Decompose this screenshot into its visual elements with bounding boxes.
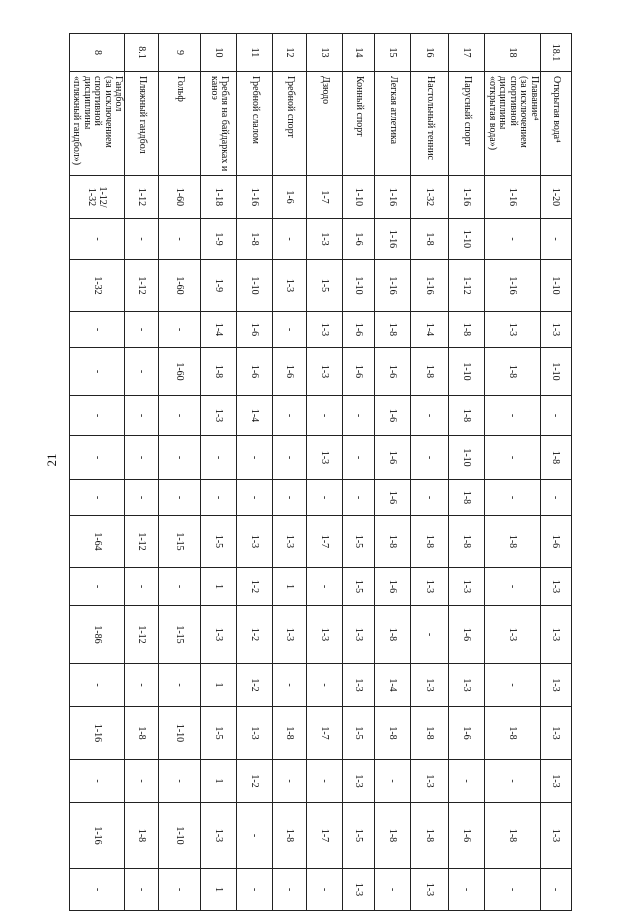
table-cell: 1-2 <box>237 606 273 664</box>
table-cell: 1-5 <box>343 707 375 760</box>
table-cell: - <box>485 568 541 606</box>
table-cell: 1-8 <box>485 516 541 568</box>
table-cell: 1-3 <box>343 760 375 803</box>
table-cell: 1-3 <box>541 568 572 606</box>
table-cell: 1-8 <box>375 707 411 760</box>
table-cell: - <box>449 760 485 803</box>
sport-name: Дзюдо <box>307 72 343 176</box>
table-cell: 1-8 <box>411 516 449 568</box>
row-number: 15 <box>375 34 411 72</box>
row-number: 18 <box>485 34 541 72</box>
table-cell: 1-86 <box>70 606 126 664</box>
table-cell: 1-8 <box>541 436 572 480</box>
table-cell: 1-8 <box>485 803 541 869</box>
table-cell: 1-3 <box>201 396 237 436</box>
table-cell: - <box>159 396 201 436</box>
table-cell: - <box>273 760 307 803</box>
table-cell: 1-20 <box>541 176 572 219</box>
table-cell: 1-32 <box>70 260 126 312</box>
table-cell: - <box>273 869 307 911</box>
table-cell: 1-8 <box>449 516 485 568</box>
table-cell: 1-3 <box>307 436 343 480</box>
table-cell: - <box>70 568 126 606</box>
table-cell: - <box>159 480 201 516</box>
table-cell: 1-4 <box>201 312 237 348</box>
table-cell: 1-10 <box>449 436 485 480</box>
table-cell: - <box>273 396 307 436</box>
table-cell: - <box>70 312 126 348</box>
table-cell: - <box>343 480 375 516</box>
table-cell: 1-6 <box>375 436 411 480</box>
table-cell: 1-12 <box>125 176 159 219</box>
table-cell: - <box>237 480 273 516</box>
table-cell: 1-6 <box>343 312 375 348</box>
table-cell: 1-3 <box>307 606 343 664</box>
table-cell: - <box>273 480 307 516</box>
table-cell: - <box>237 803 273 869</box>
sport-name: Конный спорт <box>343 72 375 176</box>
table-cell: - <box>159 312 201 348</box>
table-cell: 1-10 <box>449 219 485 260</box>
row-number: 12 <box>273 34 307 72</box>
table-cell: - <box>541 219 572 260</box>
table-cell: 1-6 <box>449 606 485 664</box>
row-number: 13 <box>307 34 343 72</box>
table-cell: - <box>201 436 237 480</box>
table-cell: 1-16 <box>411 260 449 312</box>
table-cell: 1-3 <box>343 606 375 664</box>
page-number: 21 <box>44 453 59 467</box>
table-cell: 1-64 <box>70 516 126 568</box>
table-cell: 1-8 <box>201 348 237 396</box>
table-cell: 1-4 <box>411 312 449 348</box>
table-cell: - <box>125 312 159 348</box>
table-cell: - <box>159 436 201 480</box>
table-row <box>411 34 449 911</box>
table-cell: 1-6 <box>375 480 411 516</box>
table-cell: 1-10 <box>541 260 572 312</box>
row-number: 17 <box>449 34 485 72</box>
table-cell: 1-8 <box>411 348 449 396</box>
table-cell: 1-60 <box>159 348 201 396</box>
table-cell: 1-6 <box>449 803 485 869</box>
table-cell: 1-12 <box>449 260 485 312</box>
table-cell: 1-8 <box>273 707 307 760</box>
table-cell: 1-16 <box>449 176 485 219</box>
sport-name: Настольный теннис <box>411 72 449 176</box>
table-cell: - <box>70 664 126 707</box>
table-cell: 1-5 <box>343 568 375 606</box>
table-cell: - <box>125 568 159 606</box>
table-cell: 1-7 <box>307 707 343 760</box>
row-number: 14 <box>343 34 375 72</box>
table-cell: 1-5 <box>343 516 375 568</box>
table-cell: - <box>273 219 307 260</box>
sport-name: Легкая атлетика <box>375 72 411 176</box>
row-number: 8.1 <box>125 34 159 72</box>
table-cell: - <box>125 480 159 516</box>
sport-name: Парусный спорт <box>449 72 485 176</box>
table-cell: 1-8 <box>375 312 411 348</box>
table-cell: 1-6 <box>375 348 411 396</box>
table-cell: 1-8 <box>449 480 485 516</box>
table-cell: 1-6 <box>273 176 307 219</box>
table-cell: 1-10 <box>343 260 375 312</box>
table-cell: - <box>411 606 449 664</box>
table-cell: 1-2 <box>237 568 273 606</box>
table-cell: 1-8 <box>411 219 449 260</box>
table-cell: - <box>70 436 126 480</box>
table-cell: - <box>411 480 449 516</box>
table-cell: 1-3 <box>307 348 343 396</box>
table-cell: 1-16 <box>375 260 411 312</box>
table-cell: 1-12 <box>125 606 159 664</box>
table-cell: - <box>485 219 541 260</box>
table-cell: 1-12 <box>125 516 159 568</box>
table-cell: 1-2 <box>237 664 273 707</box>
table-cell: - <box>485 396 541 436</box>
sport-name: Пляжный гандбол <box>125 72 159 176</box>
table-cell: 1-3 <box>541 312 572 348</box>
table-cell: 1-5 <box>343 803 375 869</box>
table-cell: - <box>485 480 541 516</box>
table-cell: 1-6 <box>449 707 485 760</box>
table-cell: - <box>125 219 159 260</box>
table-cell: 1-3 <box>541 664 572 707</box>
table-cell: 1-8 <box>449 312 485 348</box>
sport-name: Гольф <box>159 72 201 176</box>
table-cell: 1-12 <box>125 260 159 312</box>
table-cell: 1-3 <box>485 312 541 348</box>
table-cell: 1-8 <box>125 707 159 760</box>
table-cell: 1-16 <box>70 707 126 760</box>
table-cell: 1 <box>201 664 237 707</box>
table-cell: 1-16 <box>375 219 411 260</box>
table-cell: 1-6 <box>541 516 572 568</box>
table-cell: 1-3 <box>343 869 375 911</box>
table-cell: - <box>541 869 572 911</box>
row-number: 8 <box>70 34 126 72</box>
sports-table <box>69 33 572 911</box>
table-cell: 1-9 <box>201 260 237 312</box>
table-cell: 1-5 <box>307 260 343 312</box>
table-cell: 1-8 <box>485 348 541 396</box>
table-cell: 1-8 <box>449 396 485 436</box>
table-cell: 1-8 <box>411 803 449 869</box>
table-cell: 1-8 <box>375 606 411 664</box>
table-cell: 1-3 <box>411 664 449 707</box>
table-cell: 1-32 <box>411 176 449 219</box>
table-cell: - <box>70 348 126 396</box>
table-cell: - <box>307 568 343 606</box>
table-cell: 1-8 <box>411 707 449 760</box>
table-cell: 1-2 <box>237 760 273 803</box>
table-cell: 1-60 <box>159 176 201 219</box>
table-cell: - <box>237 869 273 911</box>
table-cell: 1-3 <box>541 760 572 803</box>
table-cell: 1-18 <box>201 176 237 219</box>
sport-name: Гребля на байдарках и каноэ <box>201 72 237 176</box>
table-cell: 1-6 <box>237 348 273 396</box>
table-cell: - <box>411 396 449 436</box>
table-cell: - <box>375 760 411 803</box>
table-cell: - <box>411 436 449 480</box>
table-cell: 1-8 <box>273 803 307 869</box>
table-cell: 1-10 <box>449 348 485 396</box>
table-cell: - <box>125 664 159 707</box>
table-cell: 1-6 <box>343 348 375 396</box>
table-cell: - <box>485 436 541 480</box>
row-number: 18.1 <box>541 34 572 72</box>
table-cell: - <box>70 396 126 436</box>
table-row <box>307 34 343 911</box>
table-row <box>375 34 411 911</box>
table-cell: 1-3 <box>307 312 343 348</box>
table-cell: 1-10 <box>541 348 572 396</box>
sport-name: Плавание⁴ (за исключением спортивной дисциплины «открытая вода») <box>485 72 541 176</box>
table-cell: - <box>237 436 273 480</box>
sport-name: Гандбол (за исключением спортивной дисциплины «пляжный гандбол») <box>70 72 126 176</box>
table-cell: - <box>273 312 307 348</box>
table-cell: 1-6 <box>273 348 307 396</box>
table-row <box>70 34 126 911</box>
table-cell: 1-10 <box>237 260 273 312</box>
table-cell: 1-3 <box>273 606 307 664</box>
table-cell: 1-6 <box>343 219 375 260</box>
table-cell: - <box>201 480 237 516</box>
table-cell: - <box>125 436 159 480</box>
table-cell: 1 <box>201 568 237 606</box>
table-cell: 1-10 <box>343 176 375 219</box>
table-cell: 1-3 <box>201 803 237 869</box>
table-cell: - <box>343 436 375 480</box>
sport-name: Открытая вода⁴ <box>541 72 572 176</box>
table-cell: 1-5 <box>201 707 237 760</box>
table-cell: 1-15 <box>159 516 201 568</box>
table-cell: - <box>375 869 411 911</box>
table-cell: 1-3 <box>541 803 572 869</box>
sport-name: Гребной спорт <box>273 72 307 176</box>
table-cell: 1-8 <box>375 516 411 568</box>
table-cell: 1-3 <box>449 568 485 606</box>
table-cell: 1-16 <box>485 176 541 219</box>
table-cell: - <box>125 869 159 911</box>
table-cell: 1-3 <box>307 219 343 260</box>
table-cell: 1-5 <box>201 516 237 568</box>
table-cell: 1-10 <box>159 803 201 869</box>
table-cell: - <box>70 219 126 260</box>
table-cell: 1-8 <box>485 707 541 760</box>
table-cell: - <box>485 869 541 911</box>
rotated-table-wrapper <box>71 33 572 897</box>
table-cell: 1-3 <box>273 516 307 568</box>
table-cell: - <box>541 396 572 436</box>
table-cell: 1-9 <box>201 219 237 260</box>
table-cell: 1-16 <box>375 176 411 219</box>
table-cell: 1-7 <box>307 803 343 869</box>
table-cell: - <box>273 436 307 480</box>
table-cell: 1-3 <box>201 606 237 664</box>
table-row <box>273 34 307 911</box>
table-cell: 1-3 <box>273 260 307 312</box>
table-cell: - <box>125 348 159 396</box>
table-cell: 1-8 <box>237 219 273 260</box>
table-cell: 1 <box>201 869 237 911</box>
table-cell: - <box>541 480 572 516</box>
table-cell: - <box>449 869 485 911</box>
table-cell: 1-4 <box>237 396 273 436</box>
table-cell: - <box>307 664 343 707</box>
table-cell: 1-3 <box>541 707 572 760</box>
table-cell: - <box>273 664 307 707</box>
table-cell: 1-3 <box>411 760 449 803</box>
table-cell: 1-16 <box>70 803 126 869</box>
row-number: 9 <box>159 34 201 72</box>
table-row <box>201 34 237 911</box>
table-cell: 1-3 <box>485 606 541 664</box>
table-cell: 1-3 <box>237 707 273 760</box>
table-body <box>70 34 572 911</box>
table-cell: 1-4 <box>375 664 411 707</box>
table-cell: 1-3 <box>541 606 572 664</box>
sport-name: Гребной слалом <box>237 72 273 176</box>
table-cell: 1-10 <box>159 707 201 760</box>
table-cell: - <box>125 396 159 436</box>
table-cell: - <box>159 664 201 707</box>
table-cell: 1-3 <box>411 869 449 911</box>
table-cell: - <box>485 664 541 707</box>
table-cell: 1-16 <box>237 176 273 219</box>
table-cell: - <box>343 396 375 436</box>
table-cell: - <box>307 396 343 436</box>
table-cell: 1-15 <box>159 606 201 664</box>
table-cell: 1-7 <box>307 176 343 219</box>
table-cell: 1-7 <box>307 516 343 568</box>
table-row <box>237 34 273 911</box>
table-cell: 1-3 <box>449 664 485 707</box>
table-row <box>343 34 375 911</box>
table-cell: 1 <box>201 760 237 803</box>
table-cell: 1-3 <box>343 664 375 707</box>
table-cell: - <box>125 760 159 803</box>
table-cell: 1-12/ 1-32 <box>70 176 126 219</box>
table-cell: 1-3 <box>237 516 273 568</box>
table-cell: - <box>70 760 126 803</box>
table-cell: 1-8 <box>125 803 159 869</box>
table-cell: 1-6 <box>237 312 273 348</box>
table-row <box>541 34 572 911</box>
table-cell: - <box>70 480 126 516</box>
table-cell: 1-60 <box>159 260 201 312</box>
row-number: 11 <box>237 34 273 72</box>
row-number: 10 <box>201 34 237 72</box>
table-cell: 1-8 <box>375 803 411 869</box>
table-cell: 1-6 <box>375 396 411 436</box>
table-cell: - <box>307 760 343 803</box>
table-cell: - <box>159 760 201 803</box>
table-row <box>159 34 201 911</box>
table-cell: - <box>70 869 126 911</box>
table-cell: 1-3 <box>411 568 449 606</box>
table-cell: - <box>159 219 201 260</box>
table-cell: - <box>159 869 201 911</box>
table-row <box>449 34 485 911</box>
table-cell: 1-16 <box>485 260 541 312</box>
table-cell: - <box>159 568 201 606</box>
table-cell: - <box>307 869 343 911</box>
table-cell: 1-6 <box>375 568 411 606</box>
table-cell: - <box>307 480 343 516</box>
row-number: 16 <box>411 34 449 72</box>
table-cell: 1 <box>273 568 307 606</box>
table-row <box>485 34 541 911</box>
table-row <box>125 34 159 911</box>
table-cell: - <box>485 760 541 803</box>
